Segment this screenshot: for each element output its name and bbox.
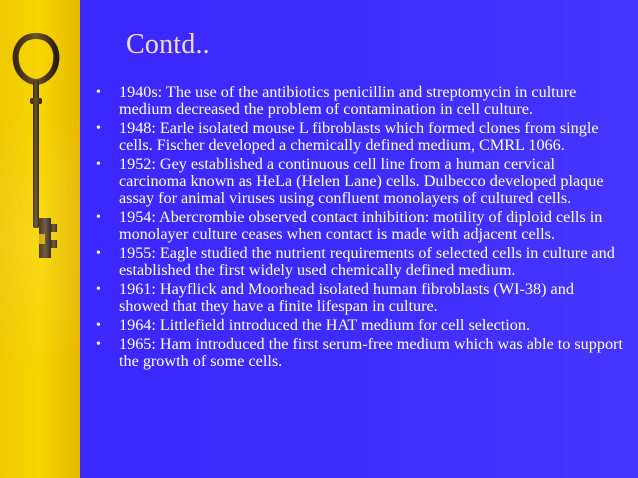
bullet-dot-icon: • (96, 210, 101, 225)
bullet-item (94, 245, 626, 279)
bullet-dot-icon: • (96, 246, 101, 261)
bullet-dot-icon: • (96, 282, 101, 297)
bullet-dot-icon: • (96, 121, 101, 136)
bullet-dot-icon: • (96, 337, 101, 352)
bullet-dot-icon: • (96, 318, 101, 333)
bullet-text: 1955: Eagle studied the nutrient requirements of selected cells in culture and established the first widely used chemically defined medium. (119, 244, 615, 279)
bullet-text: 1940s: The use of the antibiotics penicillin and streptomycin in culture medium decreased the problem of contamination in cell culture. (119, 83, 577, 118)
slide-title: Contd.. (126, 29, 210, 60)
bullet-item (94, 336, 626, 370)
bullet-item (94, 281, 626, 315)
key-icon (6, 28, 66, 278)
bullet-text: 1964: Littlefield introduced the HAT medium for cell selection. (119, 316, 531, 334)
bullet-dot-icon: • (96, 157, 101, 172)
bullet-item (94, 120, 626, 154)
bullet-text: 1961: Hayflick and Moorhead isolated human fibroblasts (WI-38) and showed that they have a finite lifespan in culture. (119, 280, 574, 315)
left-decorative-strip (0, 0, 80, 478)
bullet-text: 1965: Ham introduced the first serum-free medium which was able to support the growth of some cells. (119, 335, 623, 370)
bullet-item (94, 209, 626, 243)
bullet-dot-icon: • (96, 85, 101, 100)
bullet-list (94, 84, 626, 372)
bullet-text: 1948: Earle isolated mouse L fibroblasts which formed clones from single cells. Fischer developed a chemically defined medium, CMRL 1066. (119, 119, 599, 154)
bullet-item (94, 84, 626, 118)
bullet-text: 1954: Abercrombie observed contact inhibition: motility of diploid cells in monolayer culture ceases when contact is made with adjacent cells. (119, 208, 603, 243)
bullet-item (94, 317, 626, 334)
bullet-text: 1952: Gey established a continuous cell line from a human cervical carcinoma known as HeLa (Helen Lane) cells. Dulbecco developed plaque assay for animal viruses using confluent monolayers of cultured cells. (119, 155, 604, 207)
bullet-item (94, 156, 626, 207)
